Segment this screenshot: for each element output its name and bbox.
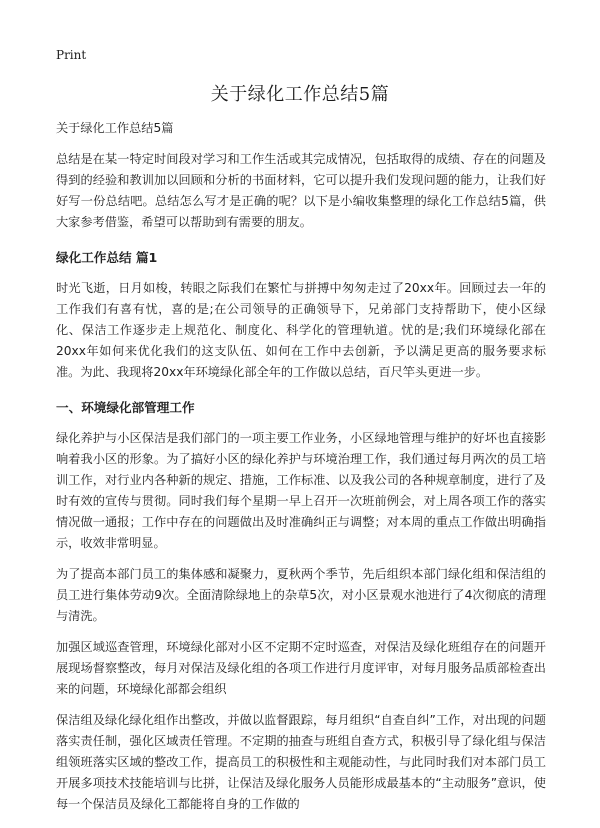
- document-title: 关于绿化工作总结5篇: [210, 84, 390, 105]
- section-heading: 绿化工作总结 篇1: [56, 250, 158, 265]
- paragraph: 时光飞逝，日月如梭，转眼之际我们在繁忙与拼搏中匆匆走过了20xx年。回顾过去一年的工作我们有喜有忧，喜的是;在公司领导的正确领导下，兄弟部门支持帮助下，使小区绿化、保洁工作逐步走上规范化、制度化、科学化的管理轨道。忧的是;我们环境绿化部在20xx年如何来优化我们的这支队伍、如何在工作中去创新，予以满足更高的服务要求标准。为此、我现将20xx年环境绿化部全年的工作做以总结，百尺竿头更进一步。: [56, 281, 546, 379]
- paragraph: 加强区域巡查管理，环境绿化部对小区不定期不定时巡查，对保洁及绿化班组存在的问题开展现场督察整改，每月对保洁及绿化组的各项工作进行月度评审，对每月服务品质部检查出来的问题，环境绿化部都会组织: [56, 640, 546, 696]
- paragraph: 保洁组及绿化绿化组作出整改，并做以监督跟踪，每月组织“自查自纠”工作，对出现的问题落实责任制，强化区域责任管理。不定期的抽查与班组自查方式，积极引导了绿化组与保洁组领班落实区域的整改工作，提高员工的积极性和主观能动性，与此同时我们对本部门员工开展多项技术技能培训与比拼，让保洁及绿化服务人员能形成最基本的“主动服务”意识，使每一个保洁员及绿化工都能将自身的工作做的: [56, 713, 546, 811]
- subsection-heading: 一、环境绿化部管理工作: [56, 400, 195, 415]
- paragraph: 为了提高本部门员工的集体感和凝聚力，夏秋两个季节，先后组织本部门绿化组和保洁组的员工进行集体劳动9次。全面清除绿地上的杂草5次，对小区景观水池进行了4次彻底的清理与清洗。: [56, 567, 546, 623]
- intro-paragraph: 总结是在某一特定时间段对学习和工作生活或其完成情况，包括取得的成绩、存在的问题及得到的经验和教训加以回顾和分析的书面材料，它可以提升我们发现问题的能力，让我们好好写一份总结吧。总结怎么写才是正确的呢？以下是小编收集整理的绿化工作总结5篇，供大家参考借鉴，希望可以帮助到有需要的朋友。: [56, 152, 546, 229]
- document-subtitle: 关于绿化工作总结5篇: [56, 121, 174, 135]
- document-body: [56, 118, 546, 825]
- paragraph: 绿化养护与小区保洁是我们部门的一项主要工作业务，小区绿地管理与维护的好坏也直接影响着我小区的形象。为了搞好小区的绿化养护与环境治理工作，我们通过每月两次的员工培训工作，对行业内各种新的规定、措施，工作标准、以及我公司的各种规章制度，进行了及时有效的宣传与贯彻。同时我们每个星期一早上召开一次班前例会，对上周各项工作的落实情况做一通报；工作中存在的问题做出及时准确纠正与调整；对本周的重点工作做出明确指示，收效非常明显。: [56, 431, 546, 550]
- print-link[interactable]: Print: [56, 48, 87, 62]
